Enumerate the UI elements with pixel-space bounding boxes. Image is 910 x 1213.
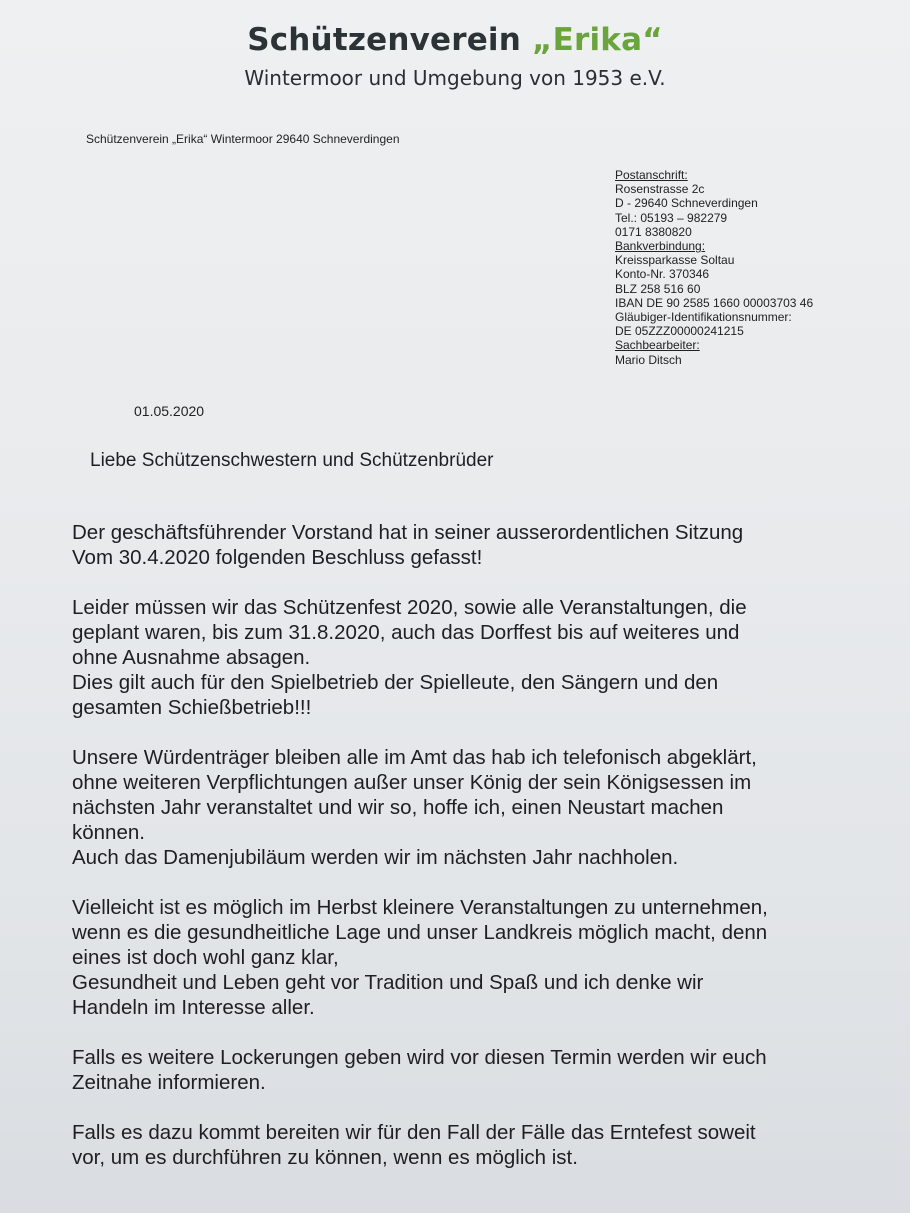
contact-line: Tel.: 05193 – 982279 — [615, 210, 728, 225]
letterhead-title-accent: „Erika“ — [532, 22, 663, 58]
body-line: Falls es dazu kommt bereiten wir für den Fall der Fälle das Erntefest soweit — [72, 1121, 756, 1144]
body-line: Gesundheit und Leben geht vor Tradition und Spaß und ich denke wir — [72, 971, 704, 994]
contact-line: IBAN DE 90 2585 1660 00003703 46 — [615, 295, 814, 310]
contact-line: Kreissparkasse Soltau — [615, 253, 735, 268]
contact-line: DE 05ZZZ00000241215 — [615, 324, 744, 339]
body-paragraph — [72, 895, 862, 1020]
letterhead-subtitle: Wintermoor und Umgebung von 1953 e.V. — [244, 66, 666, 90]
sender-line: Schützenverein „Erika“ Wintermoor 29640 Schneverdingen — [86, 132, 400, 146]
body-line: gesamten Schießbetrieb!!! — [72, 696, 312, 719]
body-line: Der geschäftsführender Vorstand hat in seiner ausserordentlichen Sitzung — [72, 521, 744, 544]
contact-heading: Postanschrift: — [615, 168, 688, 182]
body-line: Dies gilt auch für den Spielbetrieb der Spielleute, den Sängern und den — [72, 671, 719, 694]
contact-line: BLZ 258 516 60 — [615, 281, 701, 296]
contact-line: Konto-Nr. 370346 — [615, 267, 710, 282]
body-line: wenn es die gesundheitliche Lage und unser Landkreis möglich macht, denn — [72, 921, 768, 944]
body-line: nächsten Jahr veranstaltet und wir so, hoffe ich, einen Neustart machen — [72, 796, 724, 819]
body-line: Auch das Damenjubiläum werden wir im nächsten Jahr nachholen. — [72, 846, 679, 869]
body-line: Vielleicht ist es möglich im Herbst kleinere Veranstaltungen zu unternehmen, — [72, 896, 768, 919]
body-line: vor, um es durchführen zu können, wenn es möglich ist. — [72, 1146, 578, 1169]
body-line: Vom 30.4.2020 folgenden Beschluss gefasst! — [72, 546, 483, 569]
letter-body — [72, 520, 862, 1170]
letter-date: 01.05.2020 — [134, 403, 205, 419]
body-paragraph — [72, 745, 862, 870]
body-paragraph — [72, 1120, 862, 1170]
body-line: Unsere Würdenträger bleiben alle im Amt das hab ich telefonisch abgeklärt, — [72, 746, 757, 769]
body-line: ohne Ausnahme absagen. — [72, 646, 311, 669]
contact-line: Gläubiger-Identifikationsnummer: — [615, 310, 792, 325]
body-line: Zeitnahe informieren. — [72, 1071, 266, 1094]
contact-heading: Sachbearbeiter: — [615, 338, 700, 353]
salutation: Liebe Schützenschwestern und Schützenbrüder — [90, 450, 494, 471]
body-line: Handeln im Interesse aller. — [72, 996, 315, 1019]
letterhead-title-main: Schützenverein — [247, 22, 533, 58]
contact-heading: Bankverbindung: — [615, 239, 706, 254]
contact-block — [615, 168, 813, 367]
body-line: ohne weiteren Verpflichtungen außer unser König der sein Königsessen im — [72, 771, 752, 794]
body-line: eines ist doch wohl ganz klar, — [72, 946, 339, 969]
contact-line: 0171 8380820 — [615, 224, 692, 239]
contact-line: Mario Ditsch — [615, 352, 682, 367]
body-paragraph — [72, 520, 862, 570]
letterhead-title — [0, 22, 910, 58]
body-line: Leider müssen wir das Schützenfest 2020, sowie alle Veranstaltungen, die — [72, 596, 747, 619]
contact-line: Rosenstrasse 2c — [615, 182, 705, 197]
body-paragraph — [72, 595, 862, 720]
body-paragraph — [72, 1045, 862, 1095]
contact-line: D - 29640 Schneverdingen — [615, 196, 758, 211]
body-line: können. — [72, 821, 145, 844]
body-line: geplant waren, bis zum 31.8.2020, auch das Dorffest bis auf weiteres und — [72, 621, 740, 644]
body-line: Falls es weitere Lockerungen geben wird vor diesen Termin werden wir euch — [72, 1046, 767, 1069]
